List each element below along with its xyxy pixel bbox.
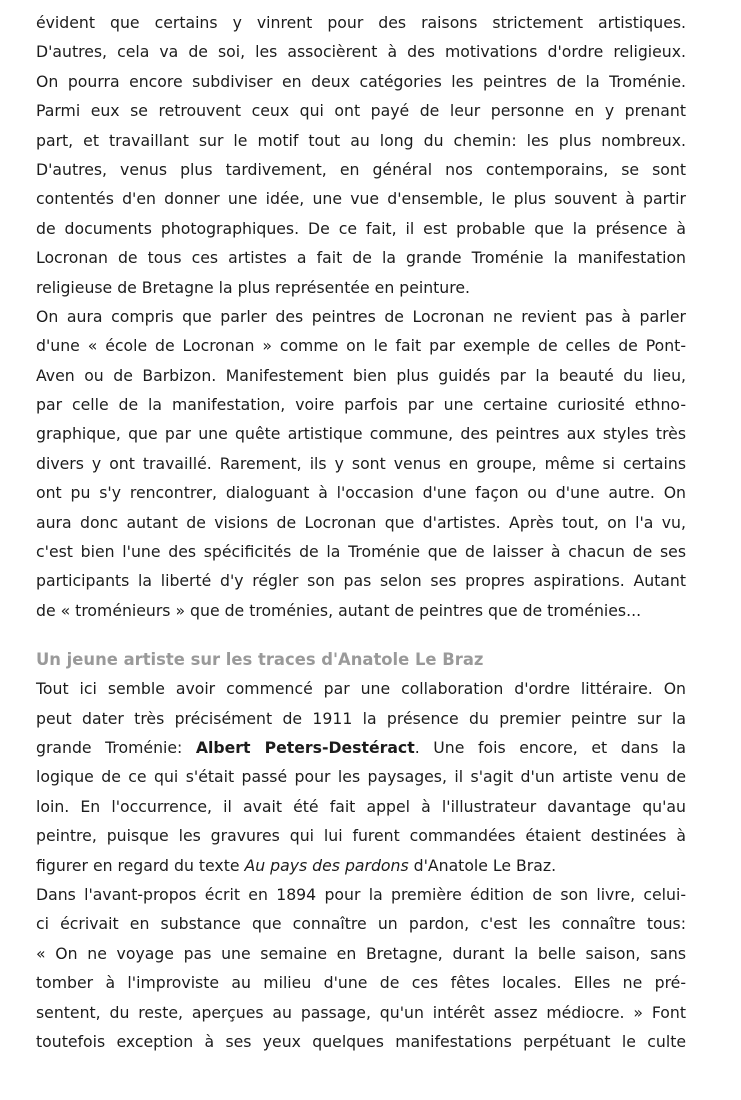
text-line: loin. En l'occurrence, il avait été fait appel à l'illustrateur davantage qu'au — [36, 796, 686, 816]
text-run: figurer en regard du texte — [36, 855, 245, 875]
text-line: de « troménieurs » que de troménies, autant de peintres que de troménies... — [36, 600, 642, 620]
text-run: . Une fois encore, et dans la — [414, 737, 686, 757]
text-line — [36, 851, 686, 880]
paragraph-2 — [36, 302, 686, 625]
text-line: On aura compris que parler des peintres de Locronan ne revient pas à parler — [36, 306, 686, 326]
text-line: d'une « école de Locronan » comme on le fait par exemple de celles de Pont- — [36, 336, 686, 356]
text-line: peut dater très précisément de 1911 la présence du premier peintre sur la — [36, 708, 686, 728]
text-line: Tout ici semble avoir commencé par une collaboration d'ordre littéraire. On — [36, 679, 686, 699]
text-line: c'est bien l'une des spécificités de la Troménie que de laisser à chacun de ses — [36, 542, 686, 562]
text-line: par celle de la manifestation, voire parfois par une certaine curiosité ethno- — [36, 395, 686, 415]
paragraph-3 — [36, 674, 686, 880]
text-line: ci écrivait en substance que connaître un pardon, c'est les connaître tous: — [36, 914, 686, 934]
text-line: religieuse de Bretagne la plus représentée en peinture. — [36, 277, 470, 297]
text-line — [36, 733, 686, 762]
text-line: graphique, que par une quête artistique commune, des peintres aux styles très — [36, 424, 686, 444]
text-line: contentés d'en donner une idée, une vue d'ensemble, le plus souvent à partir — [36, 189, 686, 209]
text-line: Dans l'avant-propos écrit en 1894 pour la première édition de son livre, celui- — [36, 884, 686, 904]
artist-name: Albert Peters-Destéract — [195, 737, 415, 757]
text-line: On pourra encore subdiviser en deux catégories les peintres de la Troménie. — [36, 71, 686, 91]
text-line: toutefois exception à ses yeux quelques manifestations perpétuant le culte — [36, 1031, 686, 1051]
text-line: sentent, du reste, aperçues au passage, qu'un intérêt assez médiocre. » Font — [36, 1002, 686, 1022]
text-line: aura donc autant de visions de Locronan que d'artistes. Après tout, on l'a vu, — [36, 512, 686, 532]
text-line: peintre, puisque les gravures qui lui furent commandées étaient destinées à — [36, 826, 686, 846]
text-line: évident que certains y vinrent pour des raisons strictement artistiques. — [36, 13, 686, 32]
section-heading: Un jeune artiste sur les traces d'Anatole Le Braz — [36, 650, 484, 670]
text-line: logique de ce qui s'était passé pour les paysages, il s'agit d'un artiste venu de — [36, 767, 686, 787]
text-line: participants la liberté d'y régler son pas selon ses propres aspirations. Autant — [36, 571, 686, 591]
text-line: D'autres, venus plus tardivement, en général nos contemporains, se sont — [36, 159, 686, 179]
paragraph-1 — [36, 8, 686, 302]
page-body — [36, 8, 686, 1056]
text-line: ont pu s'y rencontrer, dialoguant à l'occasion d'une façon ou d'une autre. On — [36, 483, 686, 503]
text-line: part, et travaillant sur le motif tout au long du chemin: les plus nombreux. — [36, 130, 686, 150]
book-title: Au pays des pardons — [244, 855, 409, 875]
text-line: tomber à l'improviste au milieu d'une de ces fêtes locales. Elles ne pré- — [36, 973, 686, 993]
paragraph-4 — [36, 880, 686, 1056]
text-line: Aven ou de Barbizon. Manifestement bien plus guidés par la beauté du lieu, — [36, 365, 686, 385]
text-line: D'autres, cela va de soi, les associèrent à des motivations d'ordre religieux. — [36, 42, 686, 62]
text-line: de documents photographiques. De ce fait, il est probable que la présence à — [36, 218, 686, 238]
text-run: d'Anatole Le Braz. — [408, 855, 557, 875]
text-line: Parmi eux se retrouvent ceux qui ont payé de leur personne en y prenant — [36, 101, 686, 121]
text-line: « On ne voyage pas une semaine en Bretagne, durant la belle saison, sans — [36, 943, 686, 963]
text-line: Locronan de tous ces artistes a fait de la grande Troménie la manifestation — [36, 248, 686, 268]
text-run: grande Troménie: — [36, 737, 196, 757]
text-line: divers y ont travaillé. Rarement, ils y sont venus en groupe, même si certains — [36, 453, 686, 473]
